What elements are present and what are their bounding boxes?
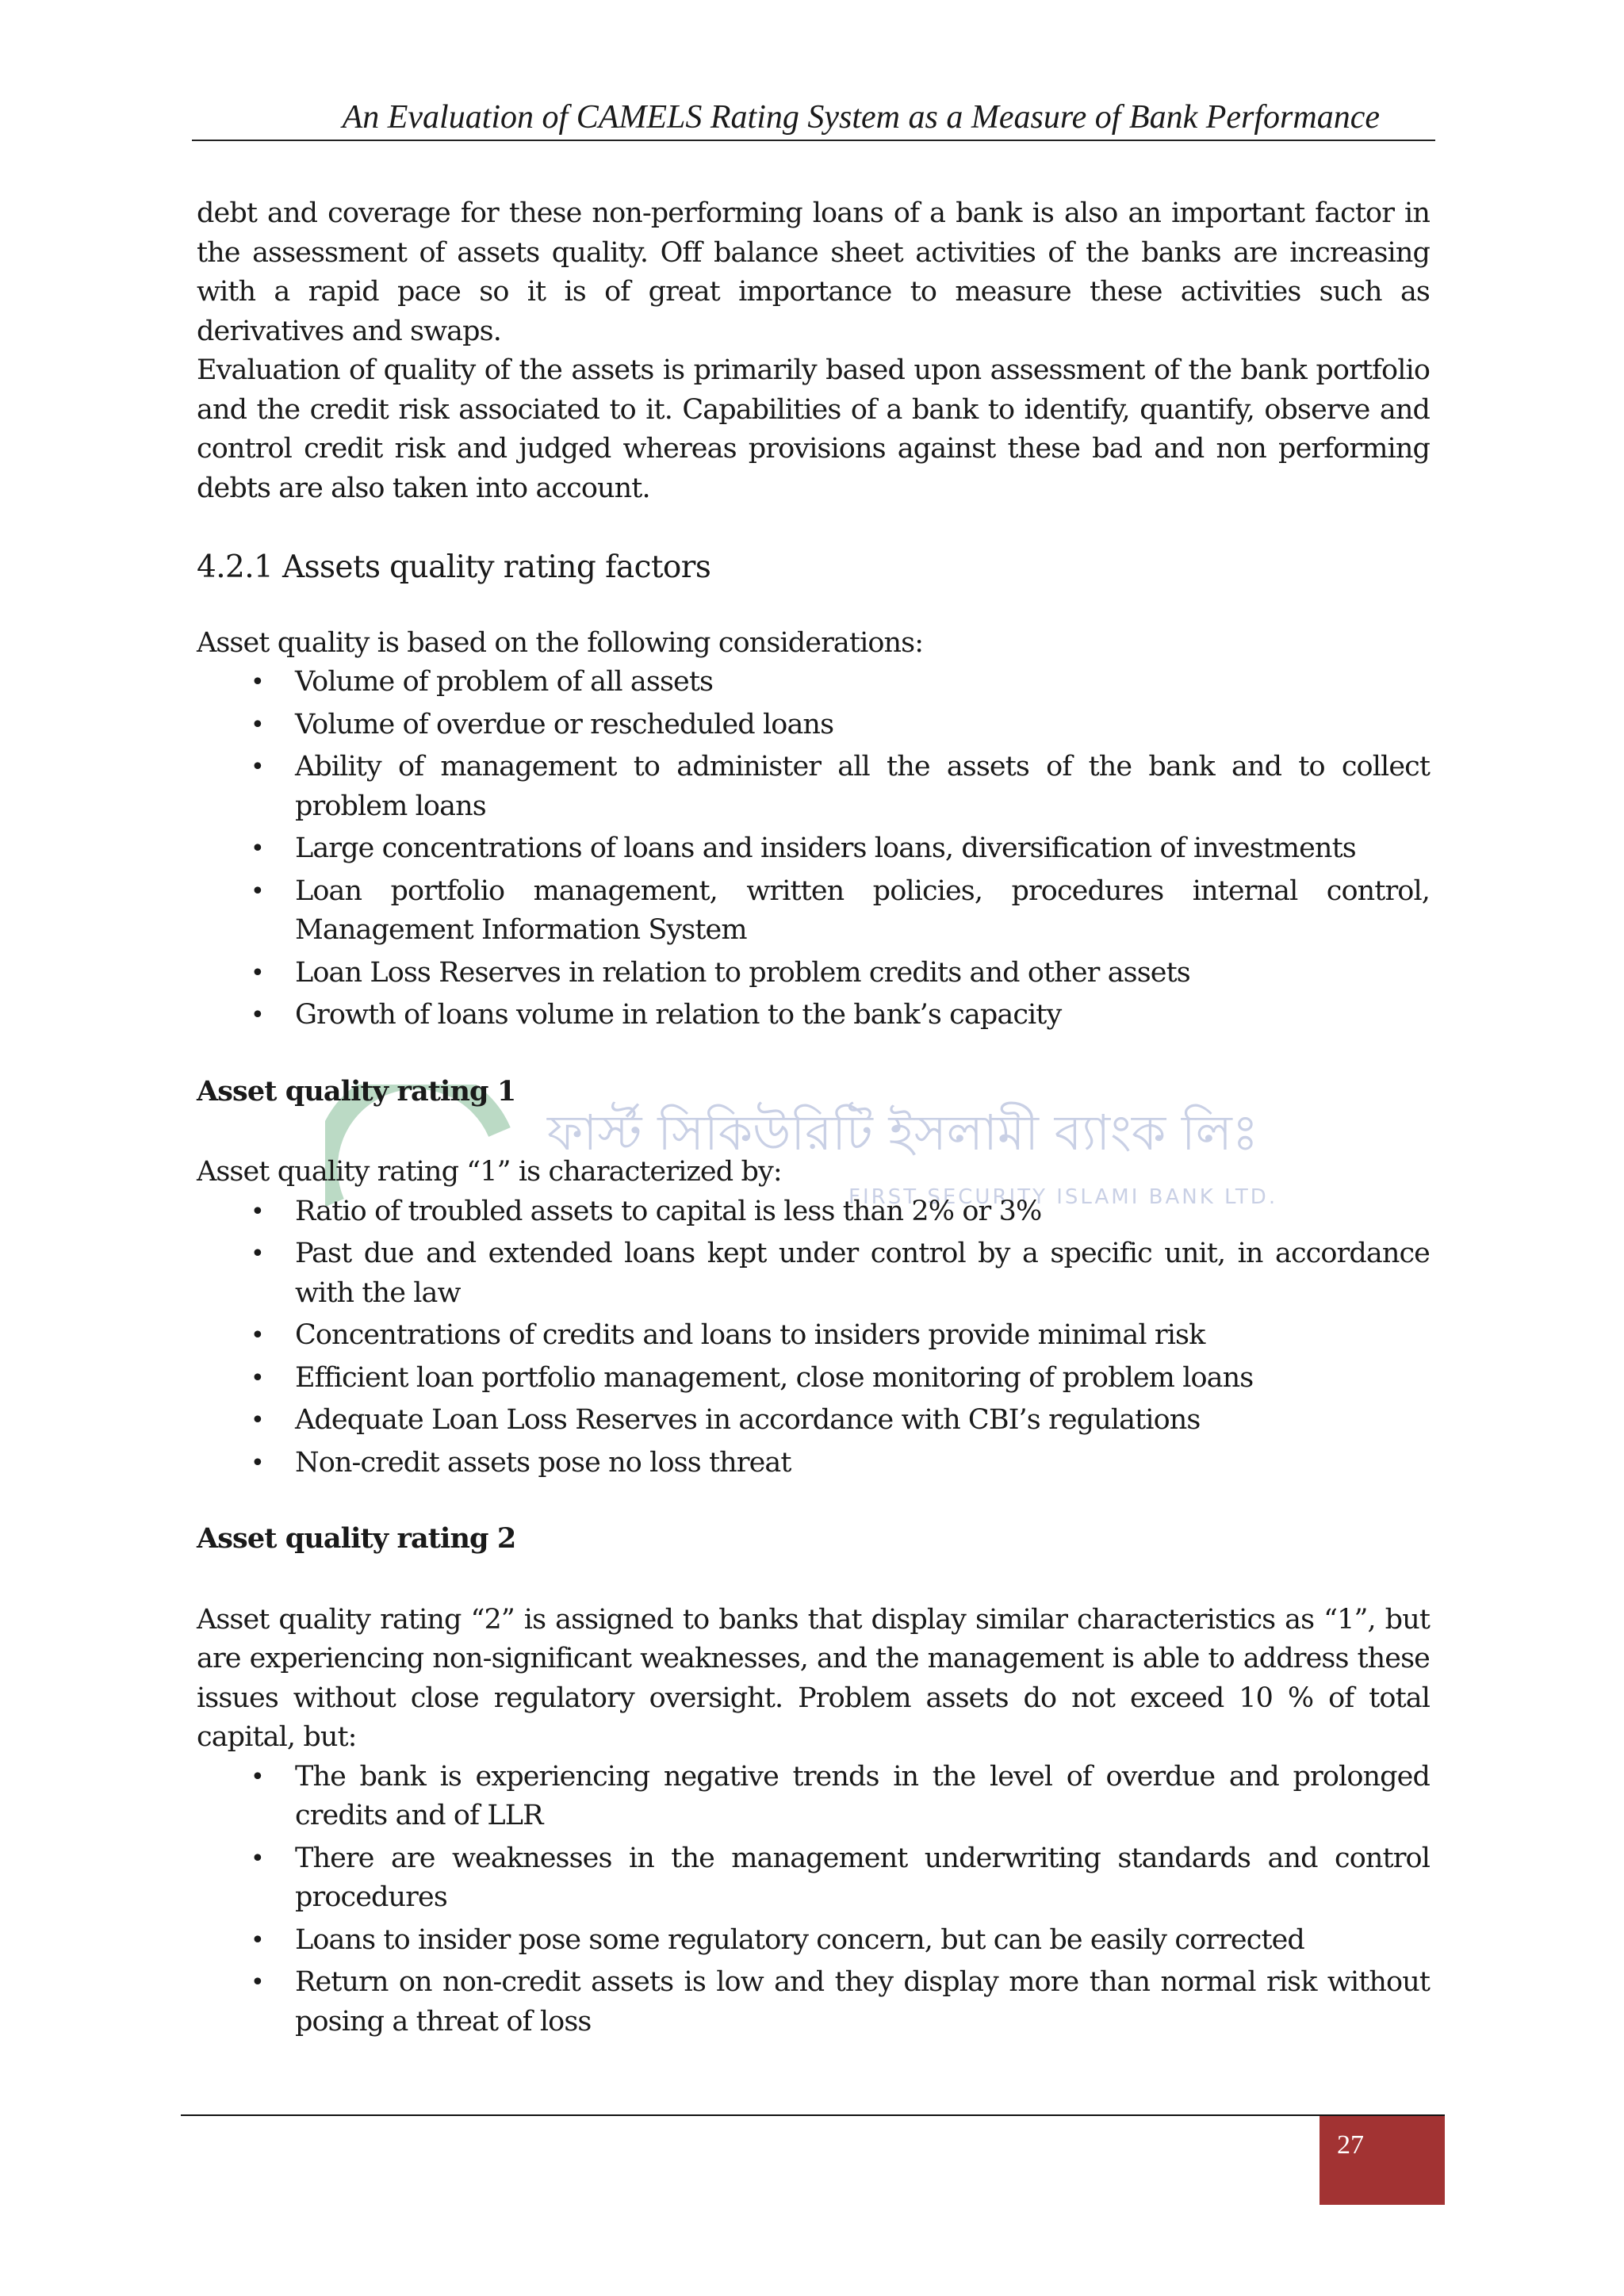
paragraph-2: Evaluation of quality of the assets is primarily based upon assessment of the bank portfolio and the credit risk associated to it. Capabilities of a bank to identify, quantify, observe and control credit risk and judged whereas provisions against these bad and non performing debts are also taken into account. <box>197 354 1430 504</box>
list-item: • The bank is experiencing negative trends in the level of overdue and prolonged credits and of LLR <box>197 1758 1430 1836</box>
header-title: An Evaluation of CAMELS Rating System as a Measure of Bank Performance <box>342 99 1380 136</box>
paragraph-1: debt and coverage for these non-performing loans of a bank is also an important factor in the assessment of assets quality. Off balance sheet activities of the banks are increasing with a rapid pace so it is of great importance to measure these activities such as derivatives and swaps. <box>197 197 1430 347</box>
bullet-icon: • <box>251 1364 264 1392</box>
page-body <box>197 194 1430 2045</box>
rating-1-intro: Asset quality rating “1” is characterized by: <box>197 1156 782 1188</box>
list-item: • Volume of overdue or rescheduled loans <box>197 706 1430 745</box>
list-item: • Ability of management to administer all the assets of the bank and to collect problem loans <box>197 748 1430 826</box>
page-header <box>192 94 1435 141</box>
bullet-icon: • <box>251 1406 264 1434</box>
page-number: 27 <box>1337 2130 1364 2160</box>
bullet-icon: • <box>251 710 264 739</box>
list-item: • Loan Loss Reserves in relation to problem credits and other assets <box>197 954 1430 993</box>
bullet-icon: • <box>251 877 264 905</box>
bullet-icon: • <box>251 1240 264 1268</box>
bullet-icon: • <box>251 1322 264 1349</box>
footer-rule <box>181 2114 1445 2116</box>
list-item: • Past due and extended loans kept under control by a specific unit, in accordance with the law <box>197 1234 1430 1313</box>
list-item: • Volume of problem of all assets <box>197 663 1430 702</box>
list-item: • There are weaknesses in the management underwriting standards and control procedures <box>197 1839 1430 1918</box>
rating-2-list <box>197 1758 1430 2042</box>
list-item: • Ratio of troubled assets to capital is less than 2% or 3% <box>197 1192 1430 1232</box>
list-item: • Adequate Loan Loss Reserves in accordance with CBI’s regulations <box>197 1401 1430 1441</box>
bullet-icon: • <box>251 1969 264 1996</box>
rating-2-heading: Asset quality rating 2 <box>197 1522 516 1555</box>
list-item: • Loans to insider pose some regulatory concern, but can be easily corrected <box>197 1921 1430 1961</box>
rating-1-heading: Asset quality rating 1 <box>197 1074 516 1108</box>
watermark-english-text: FIRST SECURITY ISLAMI BANK LTD. <box>848 1185 1278 1209</box>
bullet-icon: • <box>251 1448 264 1477</box>
bullet-icon: • <box>251 753 264 781</box>
bullet-icon: • <box>251 1001 264 1029</box>
list-item: • Loan portfolio management, written policies, procedures internal control, Management Information System <box>197 872 1430 951</box>
bullet-icon: • <box>251 835 264 863</box>
rating-1-list <box>197 1192 1430 1483</box>
bullet-icon: • <box>251 1762 264 1791</box>
list-item: • Concentrations of credits and loans to insiders provide minimal risk <box>197 1316 1430 1356</box>
list-item: • Growth of loans volume in relation to the bank’s capacity <box>197 996 1430 1035</box>
section-heading-4-2-1: 4.2.1 Assets quality rating factors <box>197 549 711 585</box>
bullet-icon: • <box>251 668 264 696</box>
bullet-icon: • <box>251 1197 264 1226</box>
bullet-icon: • <box>251 1844 264 1873</box>
bullet-icon: • <box>251 959 264 987</box>
rating-2-intro: Asset quality rating “2” is assigned to banks that display similar characteristics as “1”, but are experiencing non-significant weaknesses, and the management is able to address these issues without close regulatory oversight. Problem assets do not exceed 10 % of total capital, but: <box>197 1603 1430 1753</box>
list-item: • Large concentrations of loans and insiders loans, diversification of investments <box>197 829 1430 869</box>
watermark-bengali-text: ফার্স্ট সিকিউরিটি ইসলামী ব্যাংক লিঃ <box>547 1104 1258 1161</box>
list-item: • Non-credit assets pose no loss threat <box>197 1444 1430 1483</box>
list-item: • Return on non-credit assets is low and they display more than normal risk without posing a threat of loss <box>197 1963 1430 2042</box>
section-intro: Asset quality is based on the following considerations: <box>197 626 924 659</box>
page-number-box <box>1320 2116 1445 2205</box>
bullet-icon: • <box>251 1926 264 1954</box>
list-item: • Efficient loan portfolio management, close monitoring of problem loans <box>197 1359 1430 1399</box>
factors-list <box>197 663 1430 1035</box>
